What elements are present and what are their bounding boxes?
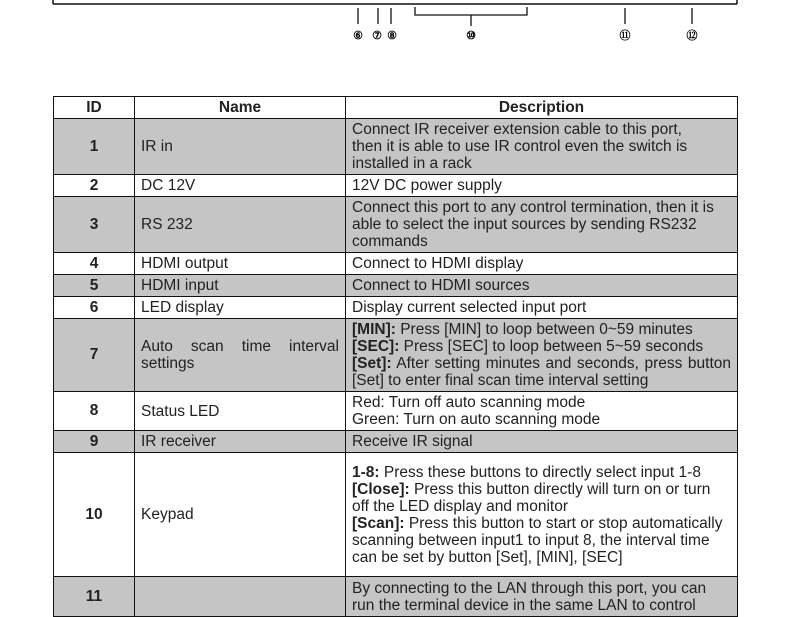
row-description xyxy=(346,431,738,453)
row-id: 2 xyxy=(54,175,135,197)
description-text: run the terminal device in the same LAN to control xyxy=(352,596,696,614)
row-name: Keypad xyxy=(135,453,346,577)
description-text: Press these buttons to directly select input 1-8 xyxy=(379,463,701,481)
description-text: Press [SEC] to loop between 5~59 seconds xyxy=(399,338,704,355)
row-description xyxy=(346,275,738,297)
description-line xyxy=(352,394,731,411)
table-row xyxy=(54,275,738,297)
table-row xyxy=(54,253,738,275)
description-line xyxy=(352,321,731,338)
row-description xyxy=(346,577,738,617)
row-id: 4 xyxy=(54,253,135,275)
row-id: 5 xyxy=(54,275,135,297)
table-row xyxy=(54,431,738,453)
description-text: Connect to HDMI display xyxy=(352,255,524,272)
description-line xyxy=(352,277,731,294)
description-text: Receive IR signal xyxy=(352,433,473,450)
table-row xyxy=(54,453,738,577)
row-id: 3 xyxy=(54,197,135,253)
description-line xyxy=(352,299,731,316)
description-text: By connecting to the LAN through this port, you can xyxy=(352,579,707,597)
row-name: HDMI input xyxy=(135,275,346,297)
port-description-table xyxy=(53,96,738,617)
description-text: 12V DC power supply xyxy=(352,177,502,194)
header-name: Name xyxy=(135,97,346,119)
description-line xyxy=(352,481,731,515)
row-id: 7 xyxy=(54,319,135,392)
row-description xyxy=(346,319,738,392)
description-text: installed in a rack xyxy=(352,155,472,172)
row-id: 1 xyxy=(54,119,135,175)
description-line xyxy=(352,177,731,194)
description-key: [SEC]: xyxy=(352,338,400,355)
row-id: 11 xyxy=(54,577,135,617)
description-line xyxy=(352,121,731,138)
callout-8: ⑧ xyxy=(387,30,397,42)
row-description xyxy=(346,392,738,431)
description-key: 1-8: xyxy=(352,463,380,481)
table-row xyxy=(54,392,738,431)
row-description xyxy=(346,197,738,253)
row-name: RS 232 xyxy=(135,197,346,253)
table-row xyxy=(54,175,738,197)
row-name: HDMI output xyxy=(135,253,346,275)
table-row xyxy=(54,119,738,175)
description-line xyxy=(352,338,731,355)
row-id: 8 xyxy=(54,392,135,431)
description-text: Connect this port to any control termination, then it is xyxy=(352,199,714,216)
description-text: commands xyxy=(352,233,428,250)
row-description xyxy=(346,453,738,577)
row-description xyxy=(346,175,738,197)
description-key: [Close]: xyxy=(352,480,410,498)
row-name xyxy=(135,577,346,617)
leader-lines xyxy=(358,7,692,26)
callout-10: ⑩ xyxy=(466,30,476,42)
description-line xyxy=(352,155,731,172)
header-id: ID xyxy=(54,97,135,119)
description-line xyxy=(352,515,731,566)
description-key: [Scan]: xyxy=(352,514,405,532)
description-line xyxy=(352,199,731,216)
header-description: Description xyxy=(346,97,738,119)
row-description xyxy=(346,119,738,175)
table-row xyxy=(54,577,738,617)
description-line xyxy=(352,216,731,233)
row-name: Status LED xyxy=(135,392,346,431)
description-text: able to select the input sources by sending RS232 xyxy=(352,216,697,233)
row-name: LED display xyxy=(135,297,346,319)
device-diagram xyxy=(0,0,790,60)
description-line xyxy=(352,411,731,428)
description-line xyxy=(352,580,731,597)
row-name: DC 12V xyxy=(135,175,346,197)
row-name: Auto scan time interval settings xyxy=(135,319,346,392)
description-text: Display current selected input port xyxy=(352,299,587,316)
description-text: Green: Turn on auto scanning mode xyxy=(352,411,601,428)
description-line xyxy=(352,355,731,389)
callout-6: ⑥ xyxy=(353,30,363,42)
row-description xyxy=(346,253,738,275)
description-text: Red: Turn off auto scanning mode xyxy=(352,394,586,411)
description-line xyxy=(352,138,731,155)
description-text: Connect to HDMI sources xyxy=(352,277,530,294)
description-text: Press this button to start or stop automatically scanning between input1 to input 8, the interval time can be set by button [Set], [MIN], [SEC] xyxy=(352,514,723,566)
row-id: 6 xyxy=(54,297,135,319)
device-outline xyxy=(53,0,737,4)
description-text: Connect IR receiver extension cable to this port, xyxy=(352,121,682,138)
callout-7: ⑦ xyxy=(372,30,382,42)
row-name: IR in xyxy=(135,119,346,175)
description-line xyxy=(352,464,731,481)
description-text: Press this button directly will turn on or turn off the LED display and monitor xyxy=(352,480,711,515)
description-line xyxy=(352,255,731,272)
callout-12: ⑫ xyxy=(686,30,698,42)
table-row xyxy=(54,297,738,319)
table-header-row xyxy=(54,97,738,119)
row-id: 9 xyxy=(54,431,135,453)
description-key: [MIN]: xyxy=(352,321,396,338)
description-text: After setting minutes and seconds, press button [Set] to enter final scan time interval setting xyxy=(352,355,731,389)
table-row xyxy=(54,197,738,253)
description-text: Press [MIN] to loop between 0~59 minutes xyxy=(395,321,693,338)
description-line xyxy=(352,433,731,450)
row-id: 10 xyxy=(54,453,135,577)
description-text: then it is able to use IR control even the switch is xyxy=(352,138,688,155)
description-line xyxy=(352,597,731,614)
callout-11: ⑪ xyxy=(619,30,631,42)
description-key: [Set]: xyxy=(352,355,392,372)
row-description xyxy=(346,297,738,319)
description-line xyxy=(352,233,731,250)
row-name: IR receiver xyxy=(135,431,346,453)
table-row xyxy=(54,319,738,392)
